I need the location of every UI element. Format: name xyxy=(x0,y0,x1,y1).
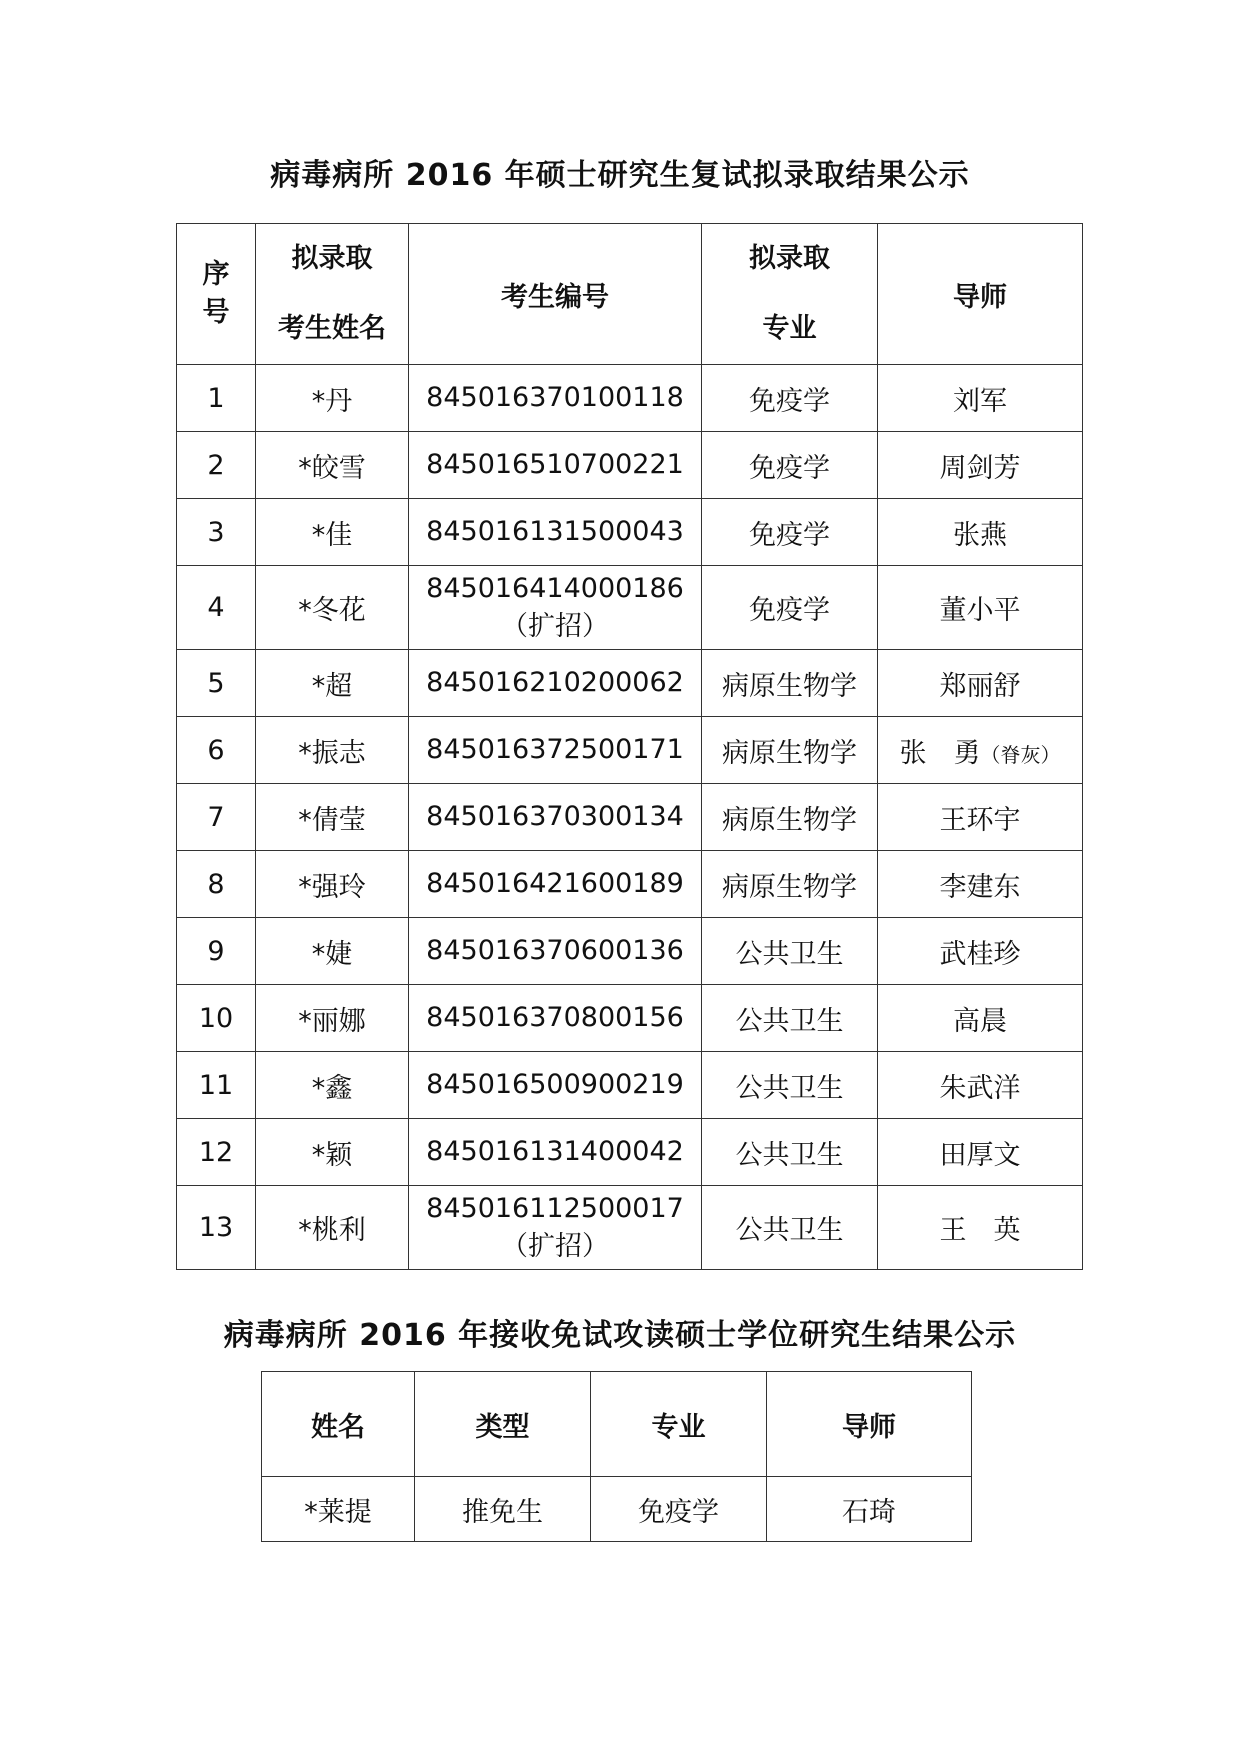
header-advisor: 导师 xyxy=(878,224,1083,365)
header-id: 考生编号 xyxy=(409,224,702,365)
cell-major: 公共卫生 xyxy=(702,1119,878,1186)
cell-major: 公共卫生 xyxy=(702,918,878,985)
cell-major: 免疫学 xyxy=(702,566,878,650)
cell-major: 免疫学 xyxy=(702,432,878,499)
candidate-id: 845016510700221 xyxy=(426,449,684,480)
table-row xyxy=(177,784,1083,851)
cell-seq: 12 xyxy=(177,1119,256,1186)
cell-advisor xyxy=(878,650,1083,717)
cell-major: 公共卫生 xyxy=(702,985,878,1052)
table-row xyxy=(177,1186,1083,1270)
candidate-id: 845016370100118 xyxy=(426,382,684,413)
advisor-note: （脊灰） xyxy=(980,742,1061,767)
advisor-name: 董小平 xyxy=(939,595,1021,626)
cell-seq: 13 xyxy=(177,1186,256,1270)
table-row xyxy=(177,566,1083,650)
exempt-table xyxy=(261,1371,972,1542)
cell-name: *皎雪 xyxy=(256,432,409,499)
advisor-name: 田厚文 xyxy=(939,1139,1021,1171)
cell-seq: 10 xyxy=(177,985,256,1052)
advisor-name: 王 英 xyxy=(939,1215,1021,1246)
cell-seq: 2 xyxy=(177,432,256,499)
candidate-id: 845016210200062 xyxy=(426,667,684,698)
table-row xyxy=(177,851,1083,918)
cell-name: *冬花 xyxy=(256,566,409,650)
cell-name: *强玲 xyxy=(256,851,409,918)
cell-id xyxy=(409,851,702,918)
cell-id xyxy=(409,918,702,985)
header-name: 姓名 xyxy=(262,1372,415,1477)
cell-seq: 6 xyxy=(177,717,256,784)
cell-advisor: 石琦 xyxy=(767,1477,972,1542)
cell-name: *振志 xyxy=(256,717,409,784)
cell-advisor xyxy=(878,851,1083,918)
candidate-id: 845016370300134 xyxy=(426,801,684,832)
candidate-id: 845016131500043 xyxy=(426,516,684,547)
section-title: 病毒病所 2016 年接收免试攻读硕士学位研究生结果公示 xyxy=(223,1318,1017,1353)
cell-name: *颖 xyxy=(256,1119,409,1186)
page-title: 病毒病所 2016 年硕士研究生复试拟录取结果公示 xyxy=(270,158,970,193)
candidate-id: 845016112500017 xyxy=(426,1192,684,1224)
cell-id xyxy=(409,1052,702,1119)
cell-advisor xyxy=(878,1119,1083,1186)
advisor-name: 武桂珍 xyxy=(939,938,1021,970)
cell-name: *丽娜 xyxy=(256,985,409,1052)
candidate-id: 845016370600136 xyxy=(426,935,684,966)
candidate-id: 845016131400042 xyxy=(426,1136,684,1167)
cell-name: *桃利 xyxy=(256,1186,409,1270)
header-name: 拟录取 考生姓名 xyxy=(256,224,409,365)
cell-major: 病原生物学 xyxy=(702,851,878,918)
table-row xyxy=(262,1477,972,1542)
table-row xyxy=(177,717,1083,784)
cell-name: *鑫 xyxy=(256,1052,409,1119)
table-row xyxy=(177,1119,1083,1186)
table-header-row xyxy=(262,1372,972,1477)
candidate-id: 845016372500171 xyxy=(426,734,684,765)
cell-seq: 4 xyxy=(177,566,256,650)
cell-name: *丹 xyxy=(256,365,409,432)
header-major: 专业 xyxy=(591,1372,767,1477)
advisor-name: 张燕 xyxy=(953,519,1007,551)
table-row xyxy=(177,365,1083,432)
table-row xyxy=(177,918,1083,985)
cell-id xyxy=(409,650,702,717)
cell-advisor xyxy=(878,365,1083,432)
cell-name: *莱提 xyxy=(262,1477,415,1542)
candidate-id: 845016421600189 xyxy=(426,868,684,899)
cell-advisor xyxy=(878,432,1083,499)
header-advisor: 导师 xyxy=(767,1372,972,1477)
cell-id xyxy=(409,717,702,784)
cell-type: 推免生 xyxy=(415,1477,591,1542)
cell-major: 病原生物学 xyxy=(702,717,878,784)
cell-id xyxy=(409,985,702,1052)
cell-seq: 5 xyxy=(177,650,256,717)
candidate-id: 845016370800156 xyxy=(426,1002,684,1033)
cell-id xyxy=(409,432,702,499)
advisor-name: 高晨 xyxy=(953,1005,1007,1037)
cell-advisor xyxy=(878,918,1083,985)
cell-major: 公共卫生 xyxy=(702,1186,878,1270)
cell-major: 免疫学 xyxy=(591,1477,767,1542)
cell-major: 病原生物学 xyxy=(702,650,878,717)
cell-seq: 1 xyxy=(177,365,256,432)
cell-name: *倩莹 xyxy=(256,784,409,851)
cell-seq: 9 xyxy=(177,918,256,985)
cell-advisor xyxy=(878,717,1083,784)
cell-advisor xyxy=(878,1052,1083,1119)
cell-id xyxy=(409,365,702,432)
cell-advisor xyxy=(878,499,1083,566)
advisor-name: 李建东 xyxy=(939,871,1021,903)
cell-major: 病原生物学 xyxy=(702,784,878,851)
cell-seq: 11 xyxy=(177,1052,256,1119)
cell-id xyxy=(409,566,702,650)
table-row xyxy=(177,432,1083,499)
header-type: 类型 xyxy=(415,1372,591,1477)
cell-name: *婕 xyxy=(256,918,409,985)
candidate-id: 845016500900219 xyxy=(426,1069,684,1100)
cell-major: 免疫学 xyxy=(702,365,878,432)
advisor-name: 周剑芳 xyxy=(939,452,1021,484)
header-major: 拟录取 专业 xyxy=(702,224,878,365)
cell-id xyxy=(409,1119,702,1186)
header-seq: 序 号 xyxy=(177,224,256,365)
cell-id xyxy=(409,1186,702,1270)
cell-advisor xyxy=(878,566,1083,650)
cell-seq: 8 xyxy=(177,851,256,918)
table-row xyxy=(177,499,1083,566)
id-note: （扩招） xyxy=(501,1230,609,1262)
cell-seq: 3 xyxy=(177,499,256,566)
table-row xyxy=(177,1052,1083,1119)
cell-seq: 7 xyxy=(177,784,256,851)
cell-id xyxy=(409,499,702,566)
candidate-id: 845016414000186 xyxy=(426,572,684,604)
cell-advisor xyxy=(878,1186,1083,1270)
cell-major: 公共卫生 xyxy=(702,1052,878,1119)
table-row xyxy=(177,985,1083,1052)
advisor-name: 王环宇 xyxy=(939,804,1021,836)
cell-name: *佳 xyxy=(256,499,409,566)
advisor-name: 刘军 xyxy=(953,385,1007,417)
cell-advisor xyxy=(878,784,1083,851)
admission-table xyxy=(176,223,1083,1270)
table-row xyxy=(177,650,1083,717)
advisor-name: 朱武洋 xyxy=(939,1072,1021,1104)
cell-name: *超 xyxy=(256,650,409,717)
advisor-name: 郑丽舒 xyxy=(939,670,1021,702)
advisor-name: 张 勇 xyxy=(899,737,981,769)
cell-major: 免疫学 xyxy=(702,499,878,566)
cell-advisor xyxy=(878,985,1083,1052)
table-header-row xyxy=(177,224,1083,365)
id-note: （扩招） xyxy=(501,610,609,642)
cell-id xyxy=(409,784,702,851)
